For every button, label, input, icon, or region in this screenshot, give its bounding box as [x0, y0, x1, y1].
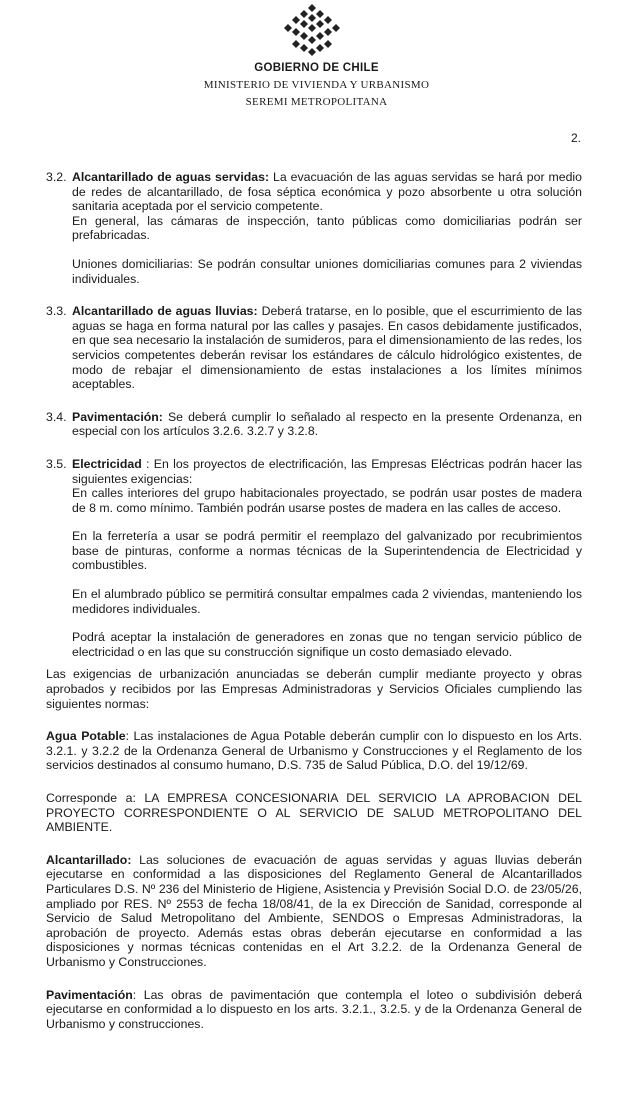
- seremi-name: SEREMI METROPOLITANA: [245, 96, 388, 108]
- section-number: 3.5.: [46, 456, 67, 471]
- section-3-2: [46, 170, 582, 286]
- section-paragraph: En calles interiores del grupo habitacionales proyectado, se podrán usar postes de madera de 8 m. como mínimo. También podrán usarse postes de madera en las calles de acceso.: [72, 486, 582, 515]
- section-number: 3.2.: [46, 170, 67, 184]
- section-3-5: [46, 457, 582, 660]
- section-3-4: [46, 410, 582, 439]
- document-body: [46, 170, 582, 1031]
- page-number: 2.: [570, 131, 581, 145]
- ministry-name: MINISTERIO DE VIVIENDA Y URBANISMO: [203, 79, 430, 91]
- section-number: 3.3.: [46, 304, 67, 319]
- section-paragraph: En el alumbrado público se permitirá consultar empalmes cada 2 viviendas, manteniendo los medidores individuales.: [72, 587, 582, 616]
- section-title: Pavimentación:: [72, 409, 163, 424]
- government-name: GOBIERNO DE CHILE: [254, 62, 379, 74]
- section-paragraph: Alcantarillado de aguas lluvias: Deberá tratarse, en lo posible, que el escurrimiento de las aguas se haga en forma natural por las calles y pasajes. En casos debidamente justificados, en que sea necesario la instalación de sumideros, para el dimensionamiento de las redes, los servicios competentes deberán revisar los estándares de cálculo hidrológico existentes, de modo de rebajar el dimensionamiento de estas instalaciones a los límites mínimos aceptables.: [72, 304, 582, 392]
- corresponde-paragraph: Corresponde a: LA EMPRESA CONCESIONARIA DEL SERVICIO LA APROBACION DEL PROYECTO CORRESPONDIENTE O AL SERVICIO DE SALUD METROPOLITANO DEL AMBIENTE.: [46, 791, 582, 835]
- section-title: Electricidad: [72, 456, 142, 471]
- section-paragraph: Pavimentación: Se deberá cumplir lo señalado al respecto en la presente Ordenanza, en especial con los artículos 3.2.6. 3.2.7 y 3.2.8.: [72, 409, 582, 439]
- agua-potable-title: Agua Potable: [46, 729, 126, 744]
- agua-potable-paragraph: Agua Potable: Las instalaciones de Agua Potable deberán cumplir con lo dispuesto en los Arts. 3.2.1. y 3.2.2 de la Ordenanza General de Urbanismo y Construcciones y el Reglamento de los servicios destinados al consumo humano, D.S. 735 de Salud Pública, D.O. del 19/12/69.: [46, 729, 582, 773]
- section-paragraph: Electricidad : En los proyectos de electrificación, las Empresas Eléctricas podrán hacer las siguientes exigencias:: [72, 456, 582, 486]
- alcantarillado-paragraph: Alcantarillado: Las soluciones de evacuación de aguas servidas y aguas lluvias deberán ejecutarse en conformidad a las disposiciones del Reglamento General de Alcantarillados Particulares D.S. Nº 236 del Ministerio de Higiene, Asistencia y Previsión Social D.O. de 23/05/26, ampliado por RES. Nº 2553 de fecha 18/08/41, de la ex Dirección de Sanidad, corresponde al Servicio de Salud Metropolitano del Ambiente, SENDOS o Empresas Administradoras, la aprobación de proyecto. Además estas obras deberán ejecutarse en conformidad a las disposiciones y normas técnicas contenidas en el Art 3.2.2. de la Ordenanza General de Urbanismo y Construcciones.: [46, 852, 582, 969]
- intro-paragraph: Las exigencias de urbanización anunciadas se deberán cumplir mediante proyecto y obras aprobados y recibidos por las Empresas Administradoras y Servicios Oficiales cumpliendo las siguientes normas:: [46, 667, 582, 711]
- section-title: Alcantarillado de aguas servidas:: [72, 170, 270, 184]
- section-paragraph: Podrá aceptar la instalación de generadores en zonas que no tengan servicio público de electricidad o en las que su construcción signifique un costo demasiado elevado.: [72, 630, 582, 659]
- pavimentacion-title: Pavimentación: [46, 987, 133, 1002]
- pavimentacion-paragraph: Pavimentación: Las obras de pavimentación que contempla el loteo o subdivisión deberá ejecutarse en conformidad a lo dispuesto en los arts. 3.2.1., 3.2.5. y de la Ordenanza General de Urbanismo y construcciones.: [46, 987, 582, 1031]
- section-paragraph: En general, las cámaras de inspección, tanto públicas como domiciliarias podrán ser prefabricadas.: [72, 213, 582, 243]
- government-logo-icon: [280, 2, 344, 58]
- section-number: 3.4.: [46, 409, 67, 424]
- section-paragraph: En la ferretería a usar se podrá permitir el reemplazo del galvanizado por recubrimientos base de pinturas, conforme a normas técnicas de la Superintendencia de Electricidad y combustibles.: [72, 529, 582, 573]
- section-paragraph: Uniones domiciliarias: Se podrán consultar uniones domiciliarias comunes para 2 viviendas individuales.: [72, 256, 582, 286]
- section-paragraph: Alcantarillado de aguas servidas: La evacuación de las aguas servidas se hará por medio de redes de alcantarillado, de fosa séptica económica y pozo absorbente u otra solución sanitaria aceptada por el servicio competente.: [72, 170, 582, 214]
- alcantarillado-title: Alcantarillado:: [46, 852, 132, 867]
- section-title: Alcantarillado de aguas lluvias:: [72, 304, 258, 319]
- section-3-3: [46, 304, 582, 392]
